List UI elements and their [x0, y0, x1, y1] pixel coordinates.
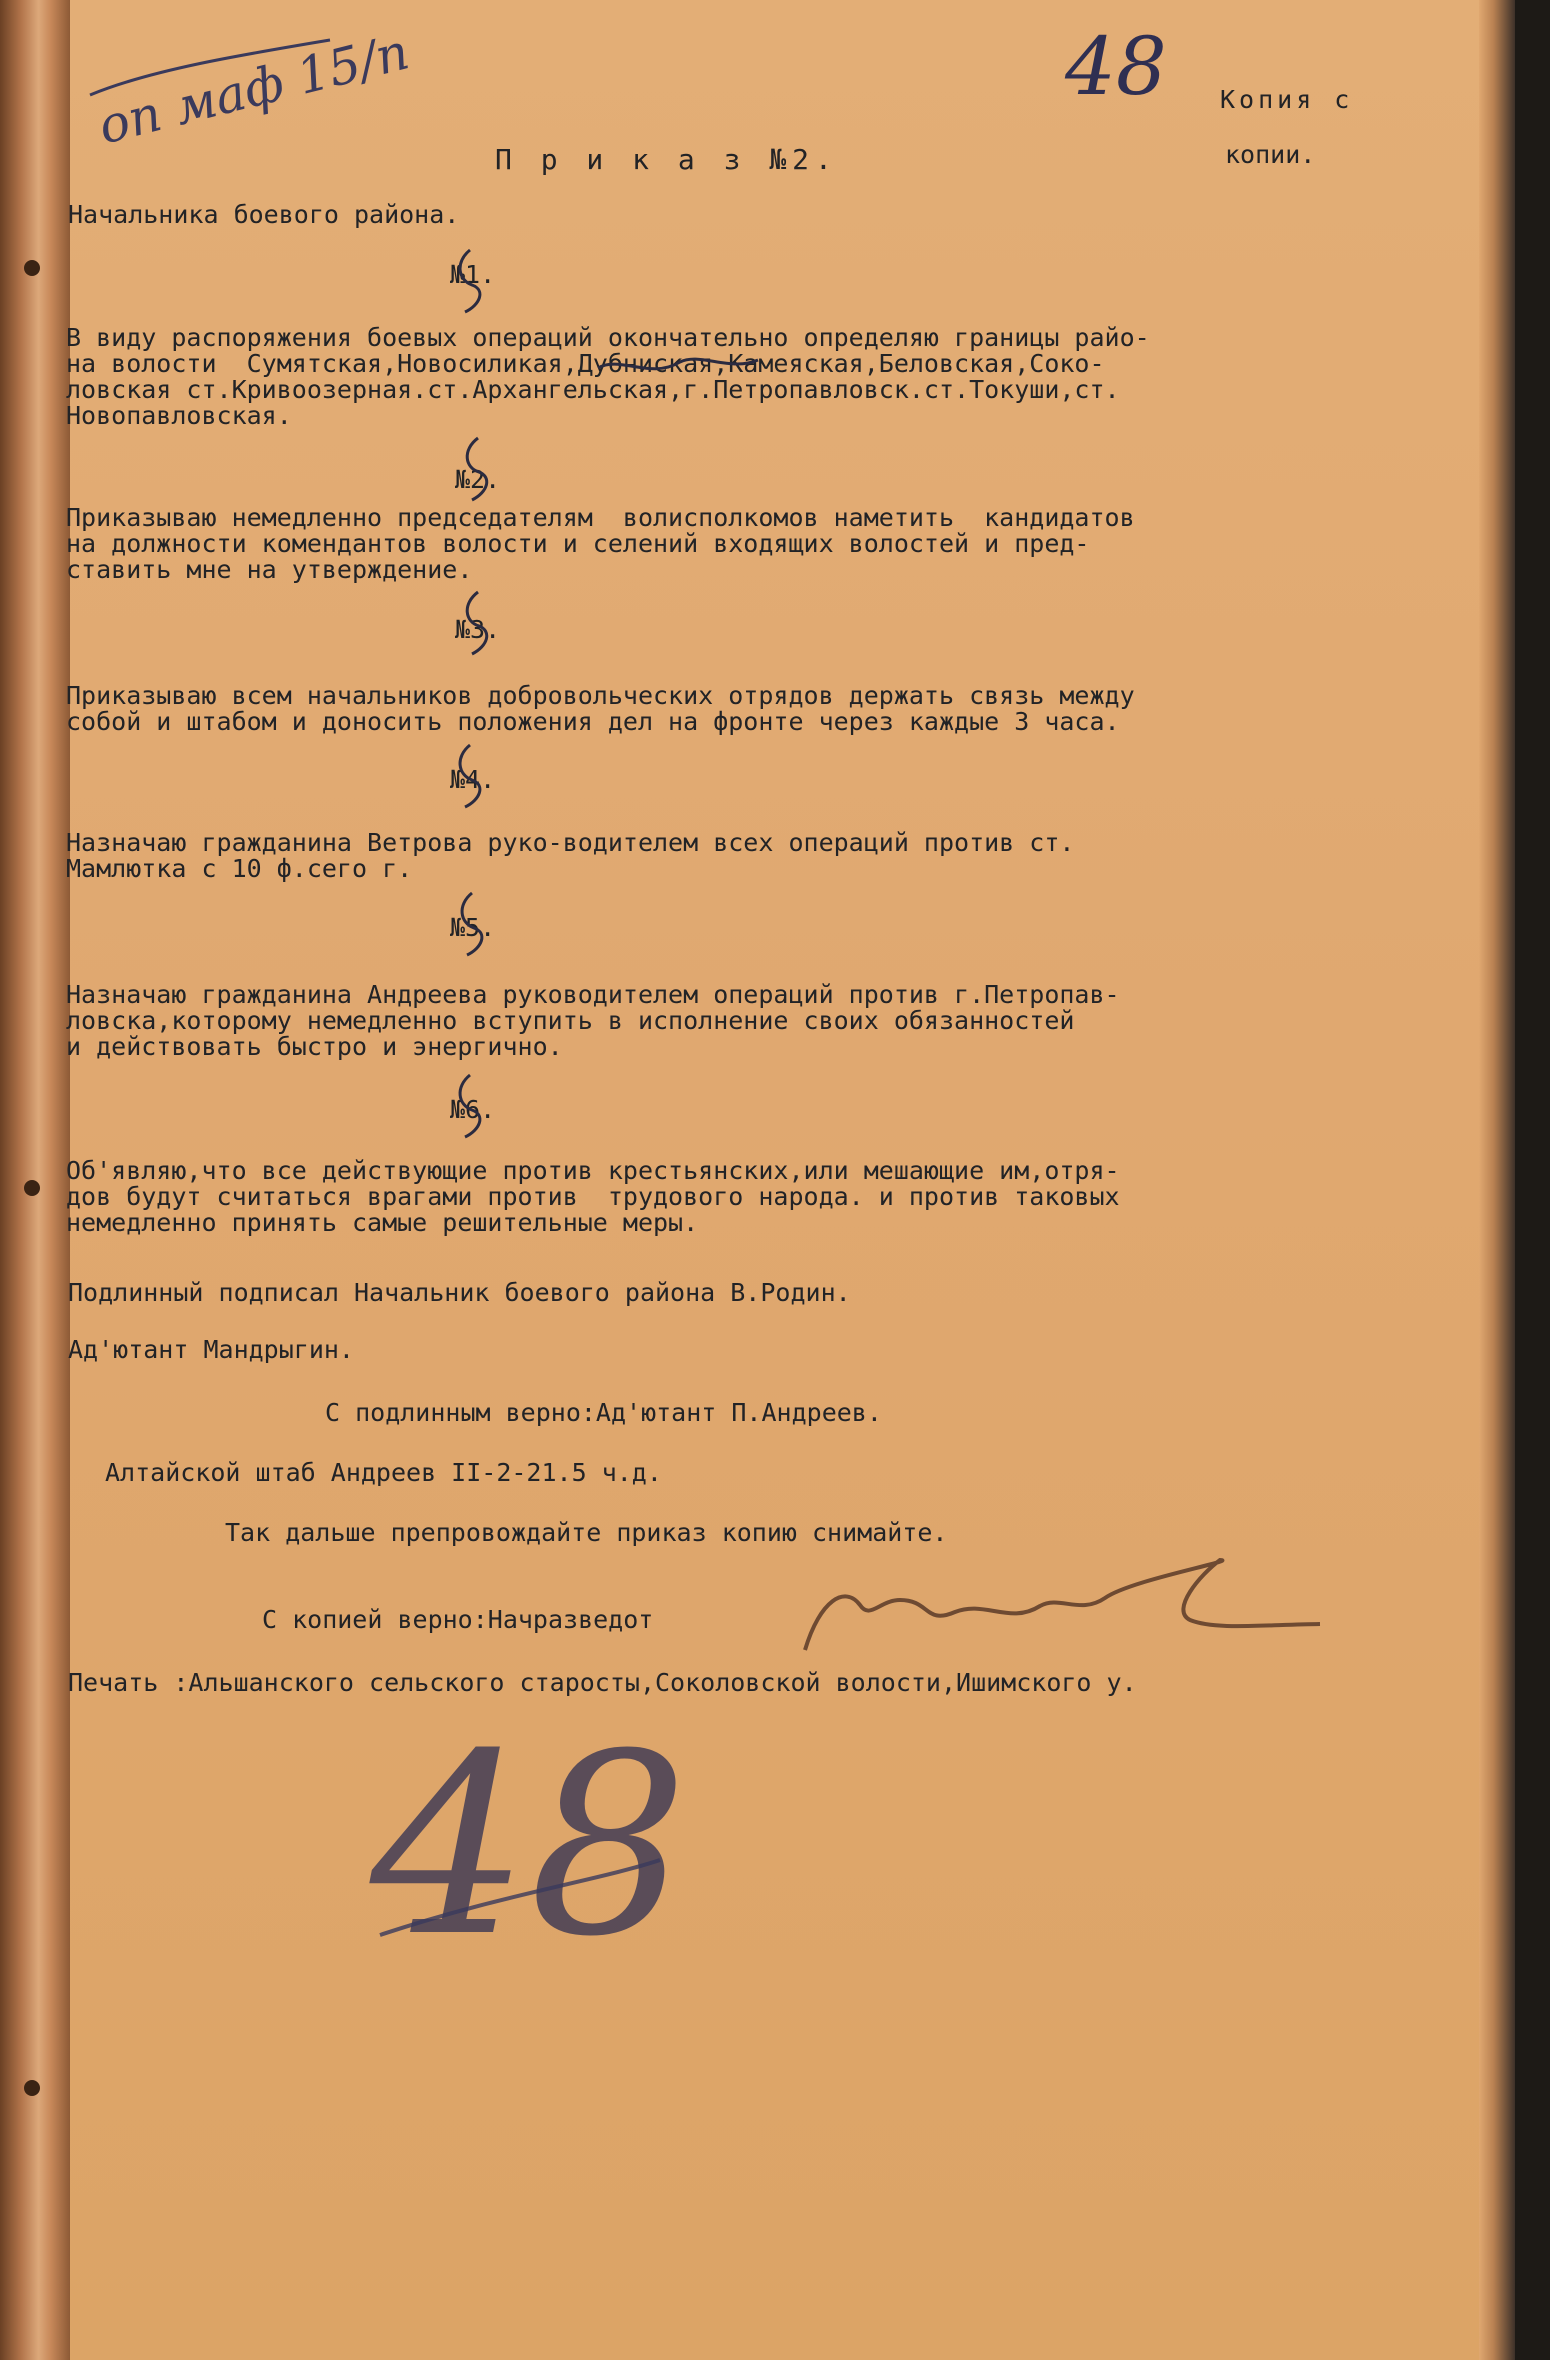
- binding-hole: [24, 2080, 40, 2096]
- page-title: П р и к а з №2.: [495, 143, 838, 176]
- text-line: Приказываю немедленно председателям волисполкомов наметить кандидатов: [66, 503, 1135, 532]
- text-line: ставить мне на утверждение.: [66, 555, 473, 584]
- adjutant-line: Ад'ютант Мандрыгин.: [68, 1335, 354, 1364]
- text-line: ловска,которому немедленно вступить в исполнение своих обязанностей: [66, 1006, 1075, 1035]
- section-1-text: [66, 325, 1150, 429]
- text-line: собой и штабом и доносить положения дел на фронте через каждые 3 часа.: [66, 707, 1120, 736]
- section-number: №2.: [455, 465, 501, 494]
- text-line: В виду распоряжения боевых операций окончательно определяю границы райо-: [66, 323, 1150, 352]
- archive-number: 48: [1065, 20, 1167, 113]
- text-line: немедленно принять самые решительные меры.: [66, 1208, 699, 1237]
- copy-label-line1: Копия с: [1220, 85, 1354, 114]
- text-line: Приказываю всем начальников добровольческих отрядов держать связь между: [66, 681, 1135, 710]
- copy-label-line2: копии.: [1225, 140, 1316, 169]
- binding-hole: [24, 1180, 40, 1196]
- section-number: №3.: [455, 615, 501, 644]
- handwritten-note: оп маф 15/п: [92, 22, 415, 156]
- section-6-text: [66, 1158, 1120, 1236]
- signed-original-line: Подлинный подписал Начальник боевого района В.Родин.: [68, 1278, 851, 1307]
- binding-hole: [24, 260, 40, 276]
- text-line: Назначаю гражданина Ветрова руко-водителем всех операций против ст.: [66, 828, 1075, 857]
- section-3-text: [66, 683, 1135, 735]
- certified-original-line: С подлинным верно:Ад'ютант П.Андреев.: [325, 1398, 882, 1427]
- text-line: на должности комендантов волости и селений входящих волостей и пред-: [66, 529, 1090, 558]
- text-line: Назначаю гражданина Андреева руководителем операций против г.Петропав-: [66, 980, 1120, 1009]
- text-line: Мамлютка с 10 ф.сего г.: [66, 854, 413, 883]
- section-number: №6.: [450, 1095, 496, 1124]
- text-line: и действовать быстро и энергично.: [66, 1032, 563, 1061]
- section-4-text: [66, 830, 1074, 882]
- section-number: №1.: [450, 260, 496, 289]
- handwritten-page-number: 48: [370, 1700, 689, 1991]
- forward-instruction-line: Так дальше препровождайте приказ копию снимайте.: [225, 1518, 948, 1547]
- section-number: №4.: [450, 765, 496, 794]
- text-line: ловская ст.Кривоозерная.ст.Архангельская,г.Петропавловск.ст.Токуши,ст.: [66, 375, 1120, 404]
- text-line: Новопавловская.: [66, 401, 292, 430]
- section-2-text: [66, 505, 1135, 583]
- certified-copy-line: С копией верно:Начразведот: [262, 1605, 654, 1634]
- seal-line: Печать :Альшанского сельского старосты,Соколовской волости,Ишимского у.: [68, 1668, 1137, 1697]
- staff-line: Алтайской штаб Андреев II-2-21.5 ч.д.: [105, 1458, 662, 1487]
- text-line: Об'являю,что все действующие против крестьянских,или мешающие им,отря-: [66, 1156, 1120, 1185]
- page-edge-shadow: [1479, 0, 1515, 2360]
- text-line: дов будут считаться врагами против трудового народа. и против таковых: [66, 1182, 1120, 1211]
- text-line: на волости Сумятская,Новосиликая,Дубниская,Камеяская,Беловская,Соко-: [66, 349, 1105, 378]
- section-5-text: [66, 982, 1120, 1060]
- issuer-line: Начальника боевого района.: [68, 200, 460, 229]
- section-number: №5.: [450, 913, 496, 942]
- binding-strip: [0, 0, 70, 2360]
